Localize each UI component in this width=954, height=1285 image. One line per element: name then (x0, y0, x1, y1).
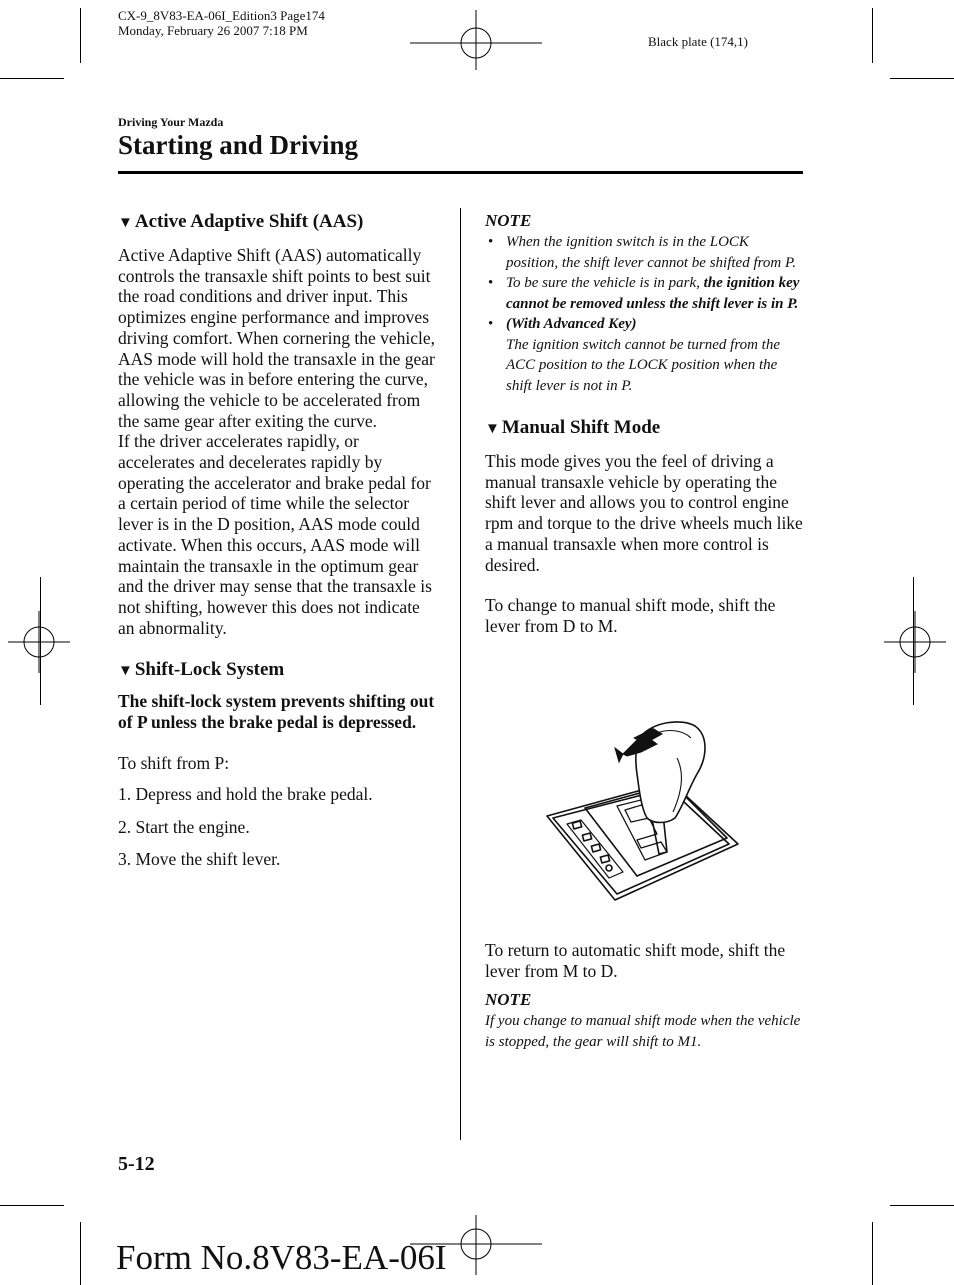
bullet-icon: • (488, 234, 494, 250)
step-item: 3. Move the shift lever. (118, 848, 281, 869)
aas-para-1: Active Adaptive Shift (AAS) automatically controls the transaxle shift points to best suit the road conditions and driver input. This optimizes engine performance and improves driving comfort. When cornering the vehicle, AAS mode will hold the transaxle in the gear the vehicle was in before entering the curve, allowing the vehicle to be accelerated from the same gear after exiting the curve. (118, 245, 435, 431)
crop-mark (890, 78, 954, 79)
note-title-1: NOTE (485, 211, 532, 230)
shiftlock-steps (118, 784, 438, 869)
crop-mark (80, 1222, 81, 1285)
crop-mark (890, 1205, 954, 1206)
step-item: 1. Depress and hold the brake pedal. (118, 784, 373, 805)
note-2-text: If you change to manual shift mode when the vehicle is stopped, the gear will shift to M1. (485, 1013, 801, 1050)
shiftlock-heading (118, 658, 438, 683)
crop-mark (872, 8, 873, 63)
left-column (118, 210, 438, 881)
registration-mark-left (8, 611, 70, 673)
note-item (485, 273, 803, 314)
note-item-text: To be sure the vehicle is in park, (506, 275, 704, 291)
triangle-down-icon: ▼ (118, 663, 133, 680)
triangle-down-icon: ▼ (118, 215, 133, 231)
crop-mark (80, 8, 81, 63)
page-number: 5-12 (118, 1153, 155, 1175)
manual-heading-text: Manual Shift Mode (501, 417, 661, 438)
aas-heading (118, 210, 438, 235)
print-meta-line2: Monday, February 26 2007 7:18 PM (118, 23, 308, 38)
note-item-text: When the ignition switch is in the LOCK position, the shift lever cannot be shifted from P. (506, 234, 796, 271)
note-item-emphasis: the ignition key cannot be removed unless the shift lever is in P. (506, 275, 800, 312)
registration-mark-right (884, 611, 946, 673)
manual-heading (485, 416, 803, 441)
bullet-icon: • (488, 275, 494, 291)
shift-lever-illustration (545, 718, 741, 904)
print-meta-line1: CX-9_8V83-EA-06I_Edition3 Page174 (118, 8, 325, 23)
page-title: Starting and Driving (118, 130, 359, 160)
title-rule (118, 171, 803, 174)
aas-para-2: If the driver accelerates rapidly, or accelerates and decelerates rapidly by operating the accelerator and brake pedal for a certain period of time while the selector lever is in the D position, AAS mode could activate. When this occurs, AAS mode will maintain the transaxle in the optimum gear and the driver may sense that the transaxle is not shifting, however this does not indicate an abnormality. (118, 431, 432, 638)
bullet-icon: • (488, 316, 494, 332)
crop-mark (0, 78, 64, 79)
manual-para-2: To change to manual shift mode, shift the lever from D to M. (485, 595, 776, 636)
column-divider (460, 208, 461, 1140)
step-item: 2. Start the engine. (118, 816, 250, 837)
right-column (485, 210, 803, 637)
registration-mark-top (410, 10, 542, 70)
section-label: Driving Your Mazda (118, 115, 224, 129)
note-item (485, 314, 803, 396)
note-1 (485, 232, 803, 396)
print-meta (118, 8, 325, 38)
manual-para-1: This mode gives you the feel of driving a manual transaxle vehicle by operating the shift lever and allows you to control engine rpm and torque to the drive wheels much like a manual transaxle when more control is desired. (485, 451, 803, 575)
note-item-text: The ignition switch cannot be turned from the ACC position to the LOCK position when the shift lever is not in P. (506, 336, 781, 394)
form-number: Form No.8V83-EA-06I (116, 1238, 447, 1277)
crop-mark (872, 1222, 873, 1285)
right-column-lower (485, 940, 803, 1052)
note-item-emphasis: (With Advanced Key) (506, 316, 637, 332)
triangle-down-icon: ▼ (485, 421, 500, 437)
manual-para-3: To return to automatic shift mode, shift the lever from M to D. (485, 940, 786, 981)
crop-mark (0, 1205, 64, 1206)
note-title-2: NOTE (485, 990, 532, 1010)
note-item (485, 232, 803, 273)
plate-label: Black plate (174,1) (648, 34, 748, 49)
shiftlock-heading-text: Shift-Lock System (134, 659, 285, 681)
aas-heading-text: Active Adaptive Shift (AAS) (134, 211, 364, 232)
shiftlock-intro: To shift from P: (118, 752, 230, 773)
shiftlock-warning: The shift-lock system prevents shifting out of P unless the brake pedal is depressed. (118, 691, 435, 733)
